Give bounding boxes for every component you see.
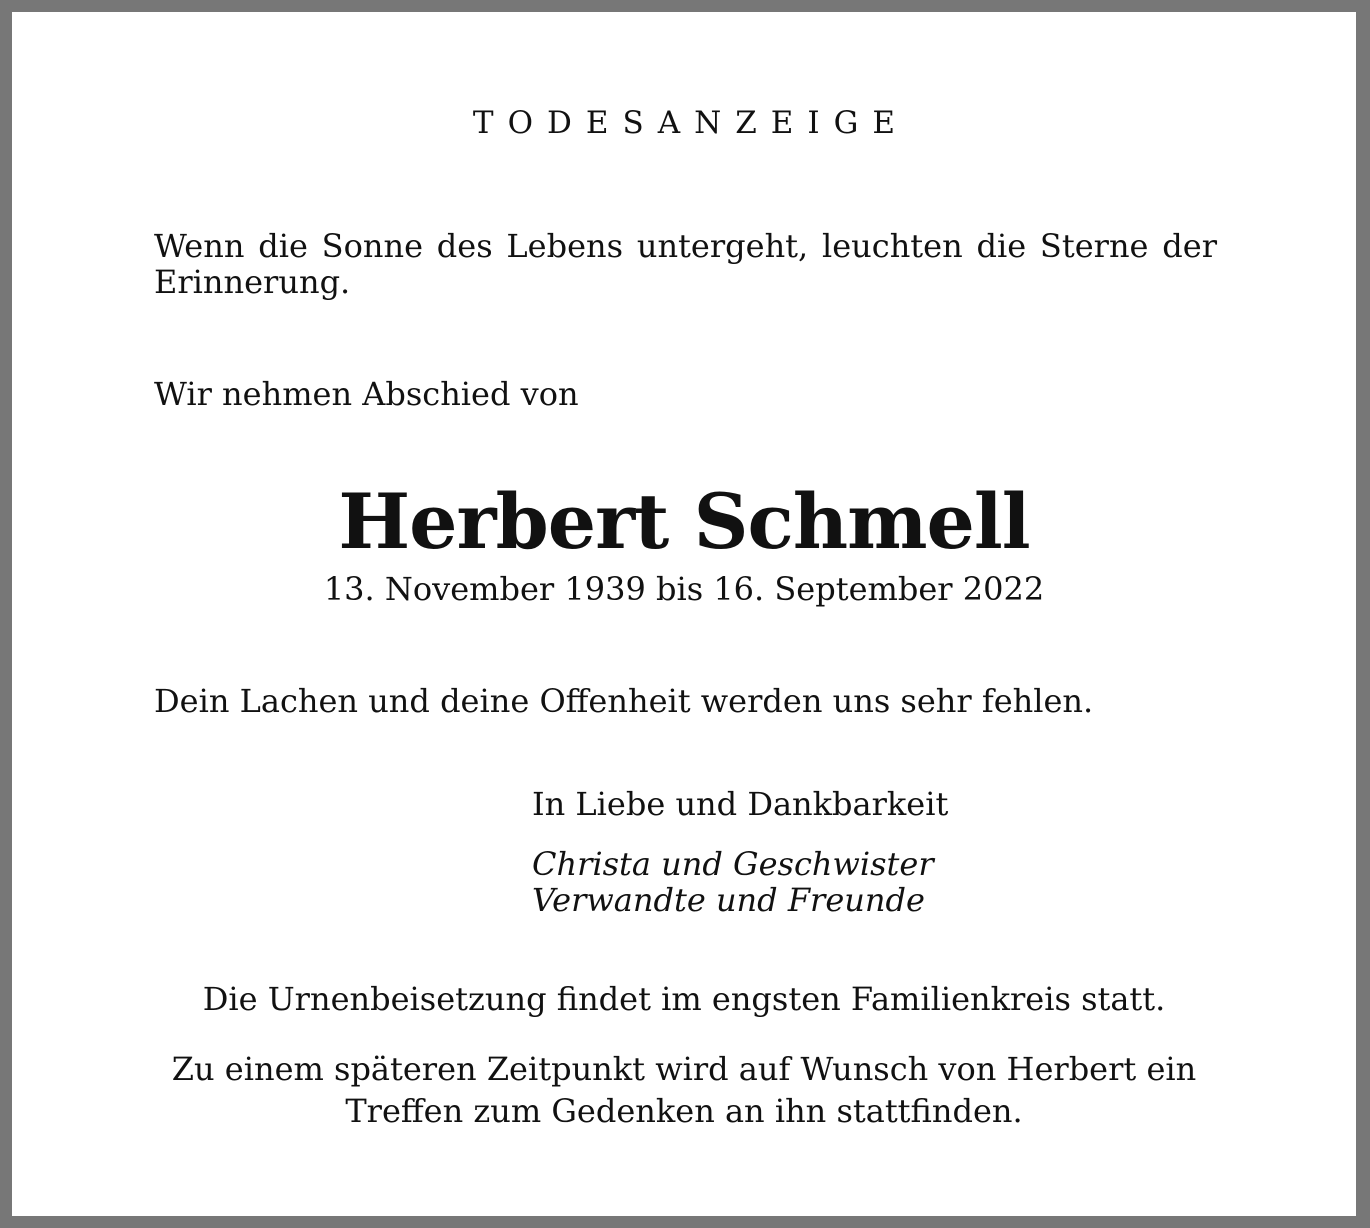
memorial-note-line-2: Treffen zum Gedenken an ihn stattfinden. [345, 1092, 1023, 1130]
life-dates: 13. November 1939 bis 16. September 2022 [323, 570, 1045, 608]
signer-relatives-friends: Verwandte und Freunde [532, 881, 925, 919]
notice-heading: TODESANZEIGE [472, 105, 910, 141]
notice-page [12, 12, 1356, 1216]
signer-family: Christa und Geschwister [532, 845, 934, 883]
farewell-intro: Wir nehmen Abschied von [154, 375, 579, 413]
deceased-name: Herbert Schmell [338, 477, 1030, 566]
memorial-note [12, 1048, 1356, 1132]
memorial-quote: Wenn die Sonne des Lebens untergeht, leuchten die Sterne der Erinnerung. [154, 227, 1217, 301]
funeral-note: Die Urnenbeisetzung findet im engsten Familienkreis statt. [202, 980, 1166, 1018]
memorial-note-line-1: Zu einem späteren Zeitpunkt wird auf Wunsch von Herbert ein [171, 1050, 1197, 1088]
tribute-text: Dein Lachen und deine Offenheit werden uns sehr fehlen. [154, 682, 1094, 720]
closing-phrase: In Liebe und Dankbarkeit [532, 785, 949, 823]
